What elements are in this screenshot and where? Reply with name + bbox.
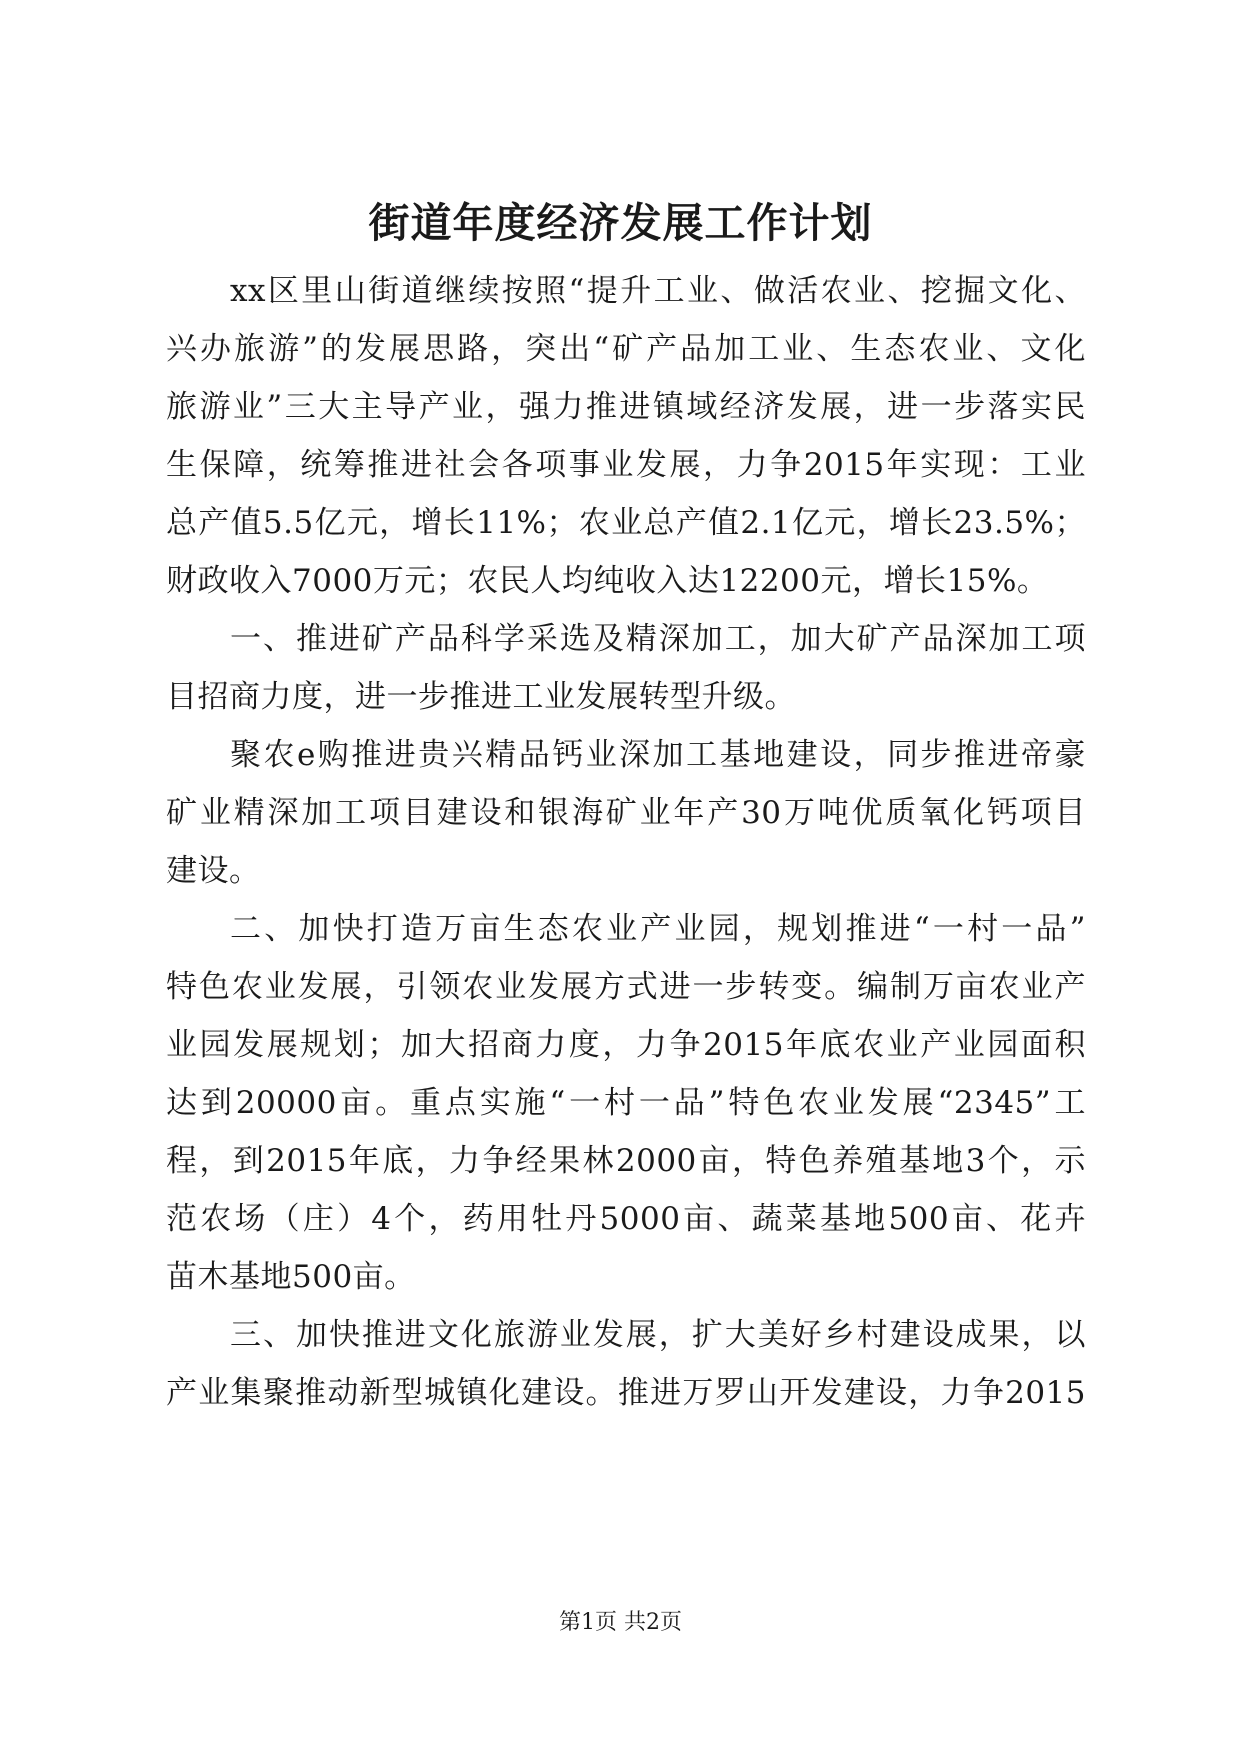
document-body xyxy=(166,262,1086,1422)
paragraph-line: 建设。 xyxy=(166,853,261,889)
paragraph-line: 苗木基地500亩。 xyxy=(166,1259,416,1295)
paragraph-line: 二、加快打造万亩生态农业产业园，规划推进“一村一品” xyxy=(230,911,1086,947)
paragraph-line: 旅游业”三大主导产业，强力推进镇域经济发展，进一步落实民 xyxy=(166,389,1086,425)
paragraph-line: 生保障，统筹推进社会各项事业发展，力争2015年实现：工业 xyxy=(166,447,1086,483)
paragraph-line: 产业集聚推动新型城镇化建设。推进万罗山开发建设，力争2015 xyxy=(166,1375,1086,1411)
paragraph-line: 程，到2015年底，力争经果林2000亩，特色养殖基地3个，示 xyxy=(166,1143,1086,1179)
paragraph-line: 聚农e购推进贵兴精品钙业深加工基地建设，同步推进帝豪 xyxy=(230,737,1086,773)
paragraph-line: 目招商力度，进一步推进工业发展转型升级。 xyxy=(166,679,796,715)
paragraph-line: 兴办旅游”的发展思路，突出“矿产品加工业、生态农业、文化 xyxy=(166,331,1086,367)
paragraph-line: 矿业精深加工项目建设和银海矿业年产30万吨优质氧化钙项目 xyxy=(166,795,1086,831)
paragraph-line: 财政收入7000万元；农民人均纯收入达12200元，增长15%。 xyxy=(166,563,1049,599)
paragraph-line: xx区里山街道继续按照“提升工业、做活农业、挖掘文化、 xyxy=(230,273,1086,309)
page-title: 街道年度经济发展工作计划 xyxy=(368,199,873,247)
paragraph-line: 范农场（庄）4个，药用牡丹5000亩、蔬菜基地500亩、花卉 xyxy=(166,1201,1086,1237)
paragraph-line: 一、推进矿产品科学采选及精深加工，加大矿产品深加工项 xyxy=(230,621,1086,657)
paragraph-line: 总产值5.5亿元，增长11%；农业总产值2.1亿元，增长23.5%； xyxy=(166,505,1086,541)
paragraph-line: 业园发展规划；加大招商力度，力争2015年底农业产业园面积 xyxy=(166,1027,1086,1063)
paragraph-line: 达到20000亩。重点实施“一村一品”特色农业发展“2345”工 xyxy=(166,1085,1086,1121)
paragraph-line: 三、加快推进文化旅游业发展，扩大美好乡村建设成果，以 xyxy=(230,1317,1086,1353)
page-number-footer: 第1页 共2页 xyxy=(559,1610,682,1635)
paragraph-line: 特色农业发展，引领农业发展方式进一步转变。编制万亩农业产 xyxy=(166,969,1086,1005)
